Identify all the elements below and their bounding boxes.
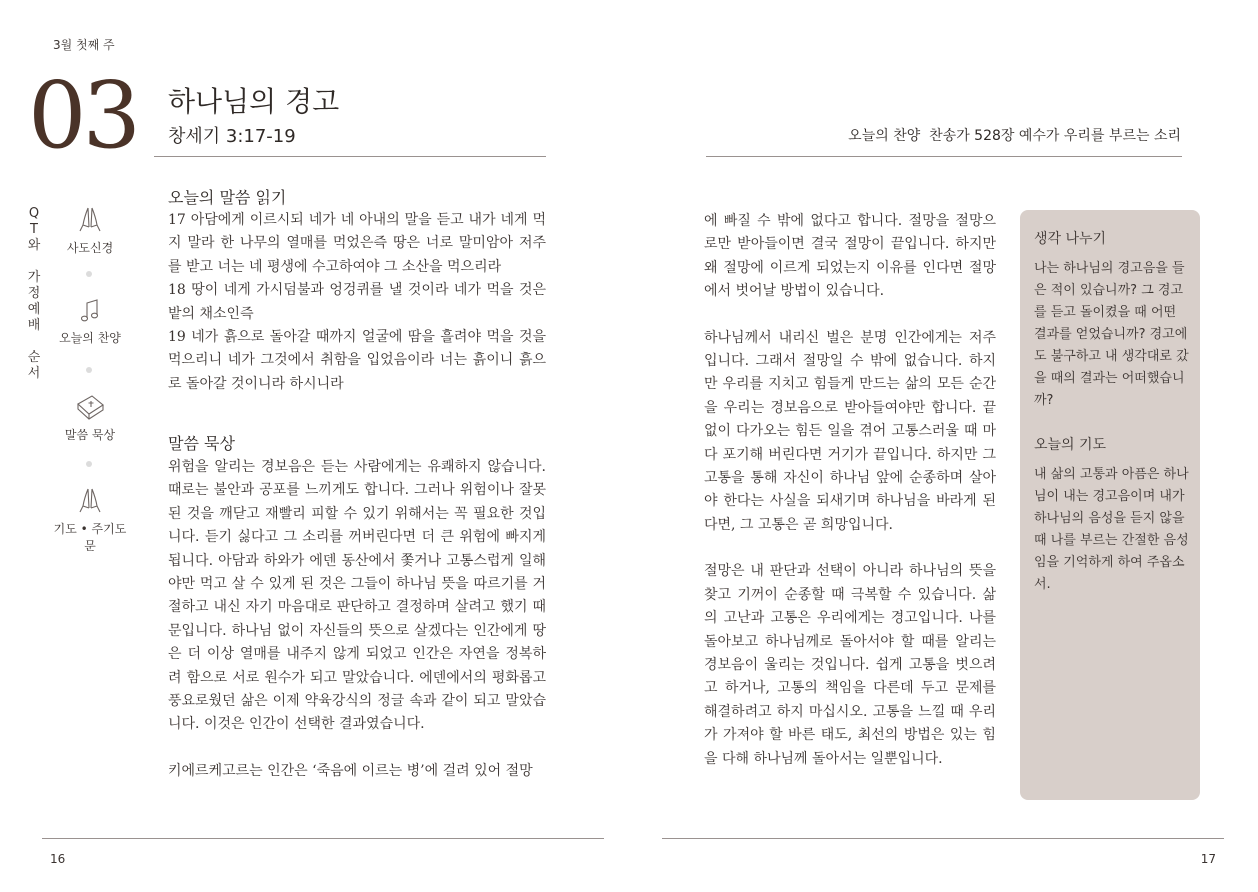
meditation-paragraph: 에 빠질 수 밖에 없다고 합니다. 절망을 절망으로만 받아들이면 결국 절망이 끝입니다. 하지만 왜 절망에 이르게 되었는지 이유를 인다면 절망에서 벗어날 방법이 있습니다. [704, 213, 996, 300]
side-item-prayer [50, 486, 130, 554]
verse: 19 네가 흙으로 돌아갈 때까지 얼굴에 땀을 흘려야 먹을 것을 먹으리니 네가 그것에서 취함을 입었음이라 너는 흙이니 흙으로 돌아갈 것이니라 하시니라 [168, 329, 546, 392]
meditation-paragraph: 절망은 내 판단과 선택이 아니라 하나님의 뜻을 찾고 기꺼이 순종할 때 극복할 수 있습니다. 삶의 고난과 고통은 우리에게는 경고입니다. 나를 돌아보고 하나님께로 돌아서야 할 때를 알리는 경보음이 울리는 것입니다. 쉽게 고통을 벗으려고 하거나, 고통의 책임을 다른데 두고 문제를 해결하려고 하지 마십시오. 고통을 느낄 때 우리가 가져야 할 바른 태도, 최선의 방법은 있는 힘을 다해 하나님께 돌아서는 일뿐입니다. [704, 563, 996, 767]
praise-label: 오늘의 찬양 [848, 128, 921, 144]
side-item-label: 기도 • 주기도문 [53, 522, 127, 553]
vertical-order-label: Q T 와 가 정 예 배 순 서 [27, 206, 41, 381]
sharing-box [1020, 210, 1200, 800]
side-item-meditation [50, 392, 130, 443]
meditation-heading: 말씀 묵상 [168, 434, 235, 453]
header-divider-left [154, 156, 546, 157]
reading-heading: 오늘의 말씀 읽기 [168, 188, 287, 207]
page-number-left: 16 [50, 852, 66, 866]
praying-hands-icon [76, 205, 104, 235]
side-item-creed [50, 205, 130, 256]
meditation-right-text [704, 210, 996, 794]
meditation-paragraph: 위험을 알리는 경보음은 듣는 사람에게는 유쾌하지 않습니다. 때로는 불안과 공포를 느끼게도 합니다. 그러나 위험이나 잘못된 것을 깨닫고 재빨리 피할 수 있기 위해서는 꼭 필요한 것입니다. 듣기 싫다고 그 소리를 꺼버린다면 더 큰 위험에 빠지게 됩니다. 아담과 하와가 에덴 동산에서 쫓거나 고통스럽게 일해야만 먹고 살 수 있게 된 것은 그들이 하나님 뜻을 따르기를 거절하고 내신 자기 마음대로 판단하고 결정하며 살려고 했기 때문입니다. 하나님 없이 자신들의 뜻으로 살겠다는 인간에게 땅은 더 이상 열매를 내주지 않게 되었고 인간은 자연을 정복하려 함으로 서로 원수가 되고 말았습니다. 에덴에서의 평화롭고 풍요로웠던 삶은 이제 약육강식의 정글 속과 같이 되고 말았습니다. 이것은 인간이 선택한 결과였습니다. [168, 459, 546, 733]
side-item-label: 오늘의 찬양 [59, 331, 121, 345]
praise-line [848, 125, 1181, 145]
footer-divider-right [662, 838, 1224, 839]
side-dot [86, 461, 92, 467]
week-label: 3월 첫째 주 [53, 38, 115, 52]
prayer-heading: 오늘의 기도 [1034, 437, 1107, 453]
page-number-right: 17 [1200, 852, 1216, 866]
bible-icon [74, 392, 106, 422]
reading-verses [168, 209, 546, 396]
lesson-number: 03 [28, 62, 138, 169]
scripture-reference: 창세기 3:17-19 [168, 126, 296, 147]
music-note-icon [78, 297, 102, 325]
side-item-label: 사도신경 [66, 241, 114, 255]
praise-song: 찬송가 528장 예수가 우리를 부르는 소리 [929, 128, 1181, 144]
side-item-praise [50, 297, 130, 346]
side-dot [86, 367, 92, 373]
side-dot [86, 271, 92, 277]
side-item-label: 말씀 묵상 [64, 428, 116, 442]
meditation-paragraph: 키에르케고르는 인간은 ‘죽음에 이르는 병’에 걸려 있어 절망 [168, 762, 533, 779]
meditation-left-text [168, 456, 546, 806]
header-divider-right [706, 156, 1182, 157]
verse: 18 땅이 네게 가시덤불과 엉겅퀴를 낼 것이라 네가 먹을 것은 밭의 채소인즉 [168, 282, 546, 322]
praying-hands-icon [76, 486, 104, 516]
sharing-text: 나는 하나님의 경고음을 들은 적이 있습니까? 그 경고를 듣고 돌이켰을 때 어떤 결과를 얻었습니까? 경고에도 불구하고 내 생각대로 갔을 때의 결과는 어떠했습니까? [1034, 261, 1189, 408]
verse: 17 아담에게 이르시되 네가 네 아내의 말을 듣고 내가 네게 먹지 말라 한 나무의 열매를 먹었은즉 땅은 너로 말미암아 저주를 받고 너는 네 평생에 수고하여야 그 소산을 먹으리라 [168, 212, 546, 275]
sharing-heading: 생각 나누기 [1034, 231, 1107, 247]
page-title: 하나님의 경고 [168, 85, 340, 118]
footer-divider-left [42, 838, 604, 839]
prayer-text: 내 삶의 고통과 아픔은 하나님이 내는 경고음이며 내가 하나님의 음성을 듣지 않을 때 나를 부르는 간절한 음성임을 기억하게 하여 주옵소서. [1034, 467, 1189, 592]
meditation-paragraph: 하나님께서 내리신 벌은 분명 인간에게는 저주입니다. 그래서 절망일 수 밖에 없습니다. 하지만 우리를 지치고 힘들게 만드는 삶의 모든 순간을 우리는 경보음으로 받아들여야만 합니다. 끝없이 다가오는 힘든 일을 겪어 고통스러울 때 마다 포기해 버린다면 거기가 끝입니다. 하지만 그 고통을 통해 자신이 하나님 앞에 순종하며 살아야 한다는 사실을 되새기며 하나님을 바라게 된다면, 그 고통은 곧 희망입니다. [704, 329, 996, 533]
